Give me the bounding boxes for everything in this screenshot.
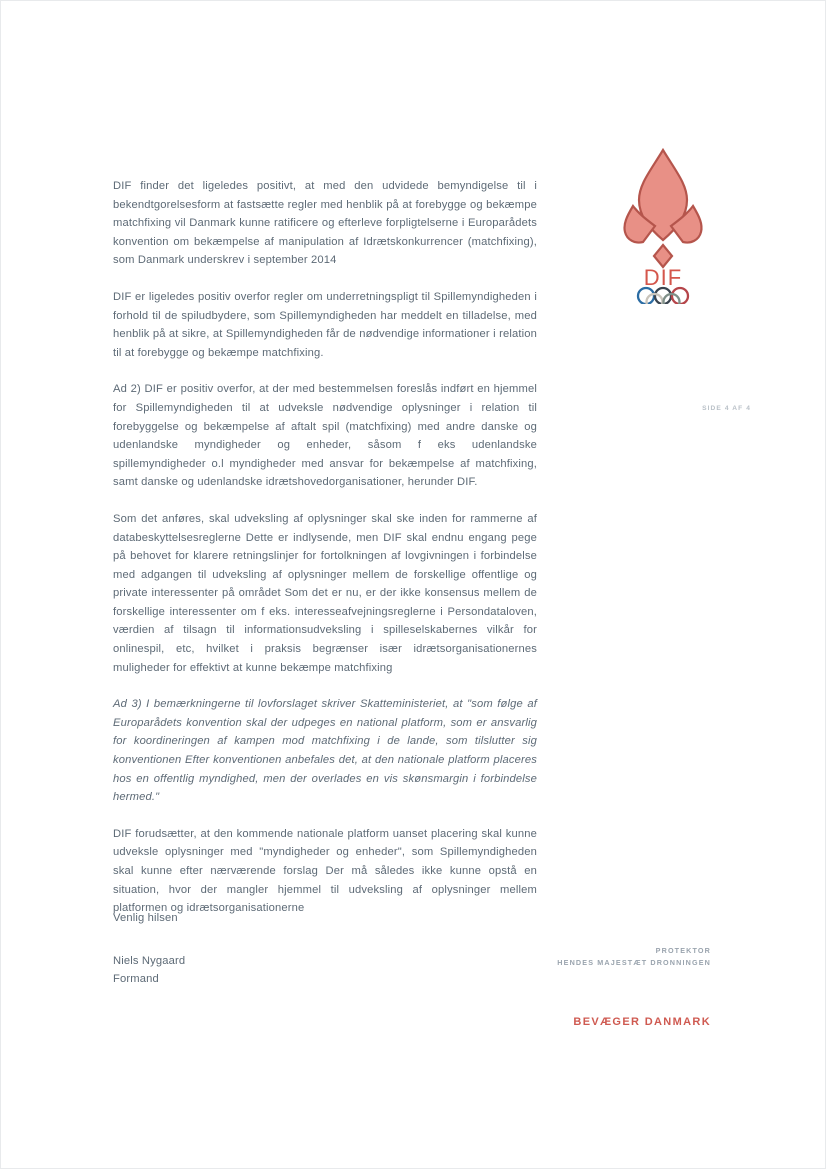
olympic-rings <box>638 288 688 304</box>
signature-name: Niels Nygaard <box>113 954 186 967</box>
paragraph-1: DIF finder det ligeledes positivt, at med den udvidede bemyndigelse til i bekendtgorelsesform at fastsætte regler med henblik på at forebygge og bekæmpe matchfixing vil Danmark kunne ratificere og efterleve forpligtelserne i Europarådets konvention om bekæmpelse af manipulation af Idrætskonkurrencer (matchfixing), som Danmark underskrev i september 2014 <box>113 180 537 267</box>
paragraph-5-quote: Ad 3) I bemærkningerne til lovforslaget skriver Skatteministeriet, at "som følge af Europarådets konvention skal der udpeges en national platform, som er ansvarlig for koordineringen af kampen mod matchfixing i de lande, som tilslutter sig konventionen Efter konventionen anbefales det, at den nationale platform placeres hos en offentlig myndighed, men der overlades en vis skønsmargin i forbindelse hermed." <box>113 698 537 804</box>
paragraph-3: Ad 2) DIF er positiv overfor, at der med bestemmelsen foreslås indført en hjemmel for Spillemyndigheden til at udveksle nødvendige oplysninger i relation til forebyggelse og bekæmpelse af aftalt spil (matchfixing) med andre danske og udenlandske myndigheder og enheder, såsom f eks udenlandske spillemyndigheder o.l myndigheder med ansvar for bekæmpelse af matchfixing, samt danske og udenlandske idrætshovedorganisationer, herunder DIF. <box>113 383 537 489</box>
paragraph-6: DIF forudsætter, at den kommende nationale platform uanset placering skal kunne udveksle oplysninger med "myndigheder og enheder", som Spillemyndigheden skal kunne efter nærværende forslag Der må således ikke kunne opstå en situation, hvor der mangler hjemmel til udveksling af oplysninger mellem platformen og idrætsorganisationerne <box>113 827 537 915</box>
signature-spacer <box>113 928 413 952</box>
protektor-label: PROTEKTOR <box>655 946 711 955</box>
dif-logo <box>615 144 711 304</box>
signature-block <box>113 909 413 989</box>
letter-body <box>113 177 537 918</box>
page-marker: SIDE 4 AF 4 <box>702 405 751 412</box>
protektor-block <box>451 945 711 969</box>
paragraph-2: DIF er ligeledes positiv overfor regler om underretningspligt til Spillemyndigheden i forhold til de spiludbydere, som Spillemyndigheden har meddelt en tilladelse, med henblik på at sikre, at Spillemyndigheden får de nødvendige informationer i relation til at forebygge og bekæmpe matchfixing. <box>113 290 537 359</box>
signature-closing: Venlig hilsen <box>113 912 178 924</box>
protektor-name: HENDES MAJESTÆT DRONNINGEN <box>557 958 711 967</box>
tagline: BEVÆGER DANMARK <box>573 1016 711 1028</box>
dif-wordmark: DIF <box>643 265 683 290</box>
paragraph-4: Som det anføres, skal udveksling af oplysninger skal ske inden for rammerne af databeskyttelsesreglerne Dette er indlysende, men DIF skal endnu engang pege på behovet for klarere retningslinjer for fortolkningen af lovgivningen i forbindelse med adgangen til udveksling af oplysninger mellem de forskellige offentlige og private interessenter på området Som det er nu, er der ikke konsensus mellem de forskellige interessenter om f eks. interesseafvejningsreglerne i Persondataloven, værdien af tilsagn til informationsudveksling i spilleselskabernes vilkår for onlinespil, etc, hvilket i praksis begrænser især idrætsorganisationernes muligheder for effektivt at kunne bekæmpe matchfixing <box>113 512 537 674</box>
signature-title: Formand <box>113 973 159 986</box>
flame-diamond-shape <box>654 245 672 267</box>
